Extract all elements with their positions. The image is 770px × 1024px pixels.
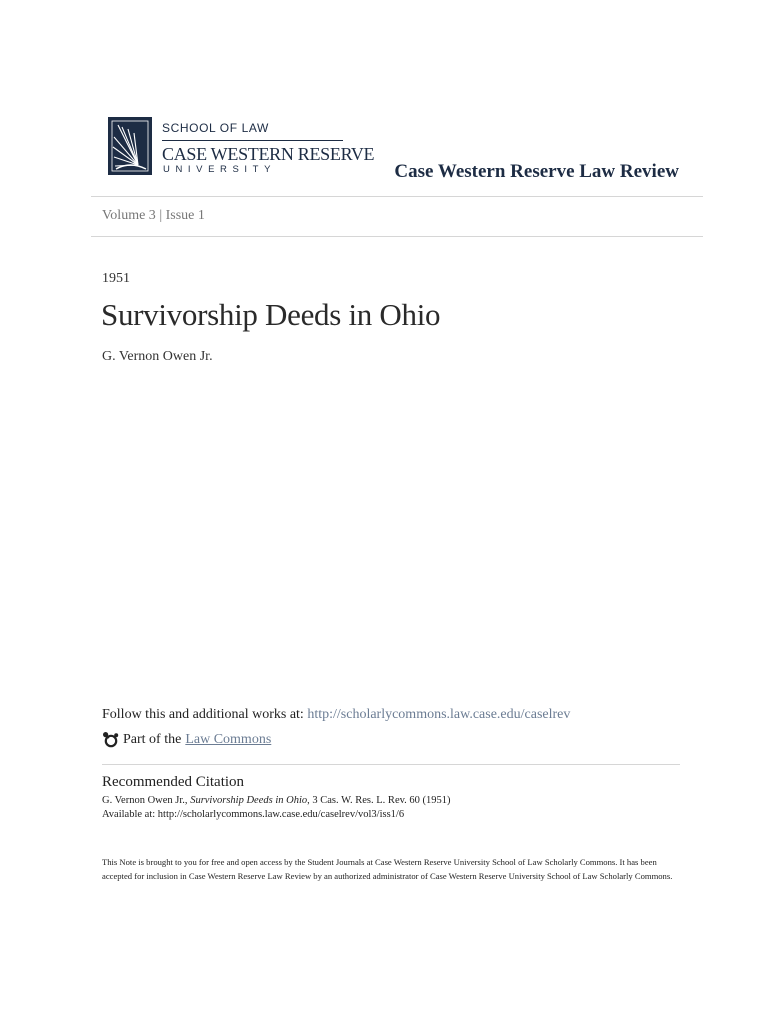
starburst-logo-icon bbox=[108, 117, 152, 175]
follow-label: Follow this and additional works at: bbox=[102, 707, 308, 722]
school-logo bbox=[108, 117, 375, 179]
citation-divider bbox=[102, 764, 680, 765]
article-title: Survivorship Deeds in Ohio bbox=[101, 297, 441, 332]
follow-line bbox=[102, 707, 570, 723]
access-note: This Note is brought to you for free and open access by the Student Journals at Case Western Reserve University School of Law Scholarly Commons. It has been accepted for inclusion in Case Western Reserve Law Review by an authorized administrator of Case Western Reserve University School of Law Scholarly Commons. bbox=[102, 857, 673, 881]
citation-text bbox=[102, 795, 451, 806]
issue-divider bbox=[91, 236, 703, 237]
issue-line bbox=[102, 208, 205, 224]
part-of-label: Part of the bbox=[123, 732, 182, 747]
article-author[interactable]: G. Vernon Owen Jr. bbox=[102, 349, 213, 364]
follow-link[interactable]: http://scholarlycommons.law.case.edu/caselrev bbox=[307, 707, 571, 722]
logo-university-name: CASE WESTERN RESERVE bbox=[162, 144, 375, 164]
network-icon bbox=[102, 731, 120, 749]
journal-title: Case Western Reserve Law Review bbox=[394, 161, 679, 182]
part-of-line bbox=[102, 731, 271, 749]
volume-link[interactable]: Volume 3 bbox=[102, 208, 156, 223]
publication-year: 1951 bbox=[102, 271, 130, 286]
citation-source: , 3 Cas. W. Res. L. Rev. 60 (1951) bbox=[307, 795, 451, 806]
citation-title: Survivorship Deeds in Ohio bbox=[190, 795, 308, 806]
logo-school-text: SCHOOL OF LAW bbox=[162, 121, 269, 135]
citation-available[interactable]: Available at: http://scholarlycommons.law.case.edu/caselrev/vol3/iss1/6 bbox=[102, 809, 405, 820]
citation-heading: Recommended Citation bbox=[102, 774, 245, 790]
issue-link[interactable]: Issue 1 bbox=[165, 208, 205, 223]
logo-university-text: UNIVERSITY bbox=[163, 164, 277, 175]
logo-divider bbox=[162, 140, 343, 141]
law-commons-link[interactable]: Law Commons bbox=[185, 732, 272, 747]
citation-author: G. Vernon Owen Jr., bbox=[102, 795, 191, 806]
header-divider bbox=[91, 196, 703, 197]
issue-separator: | bbox=[155, 208, 166, 223]
